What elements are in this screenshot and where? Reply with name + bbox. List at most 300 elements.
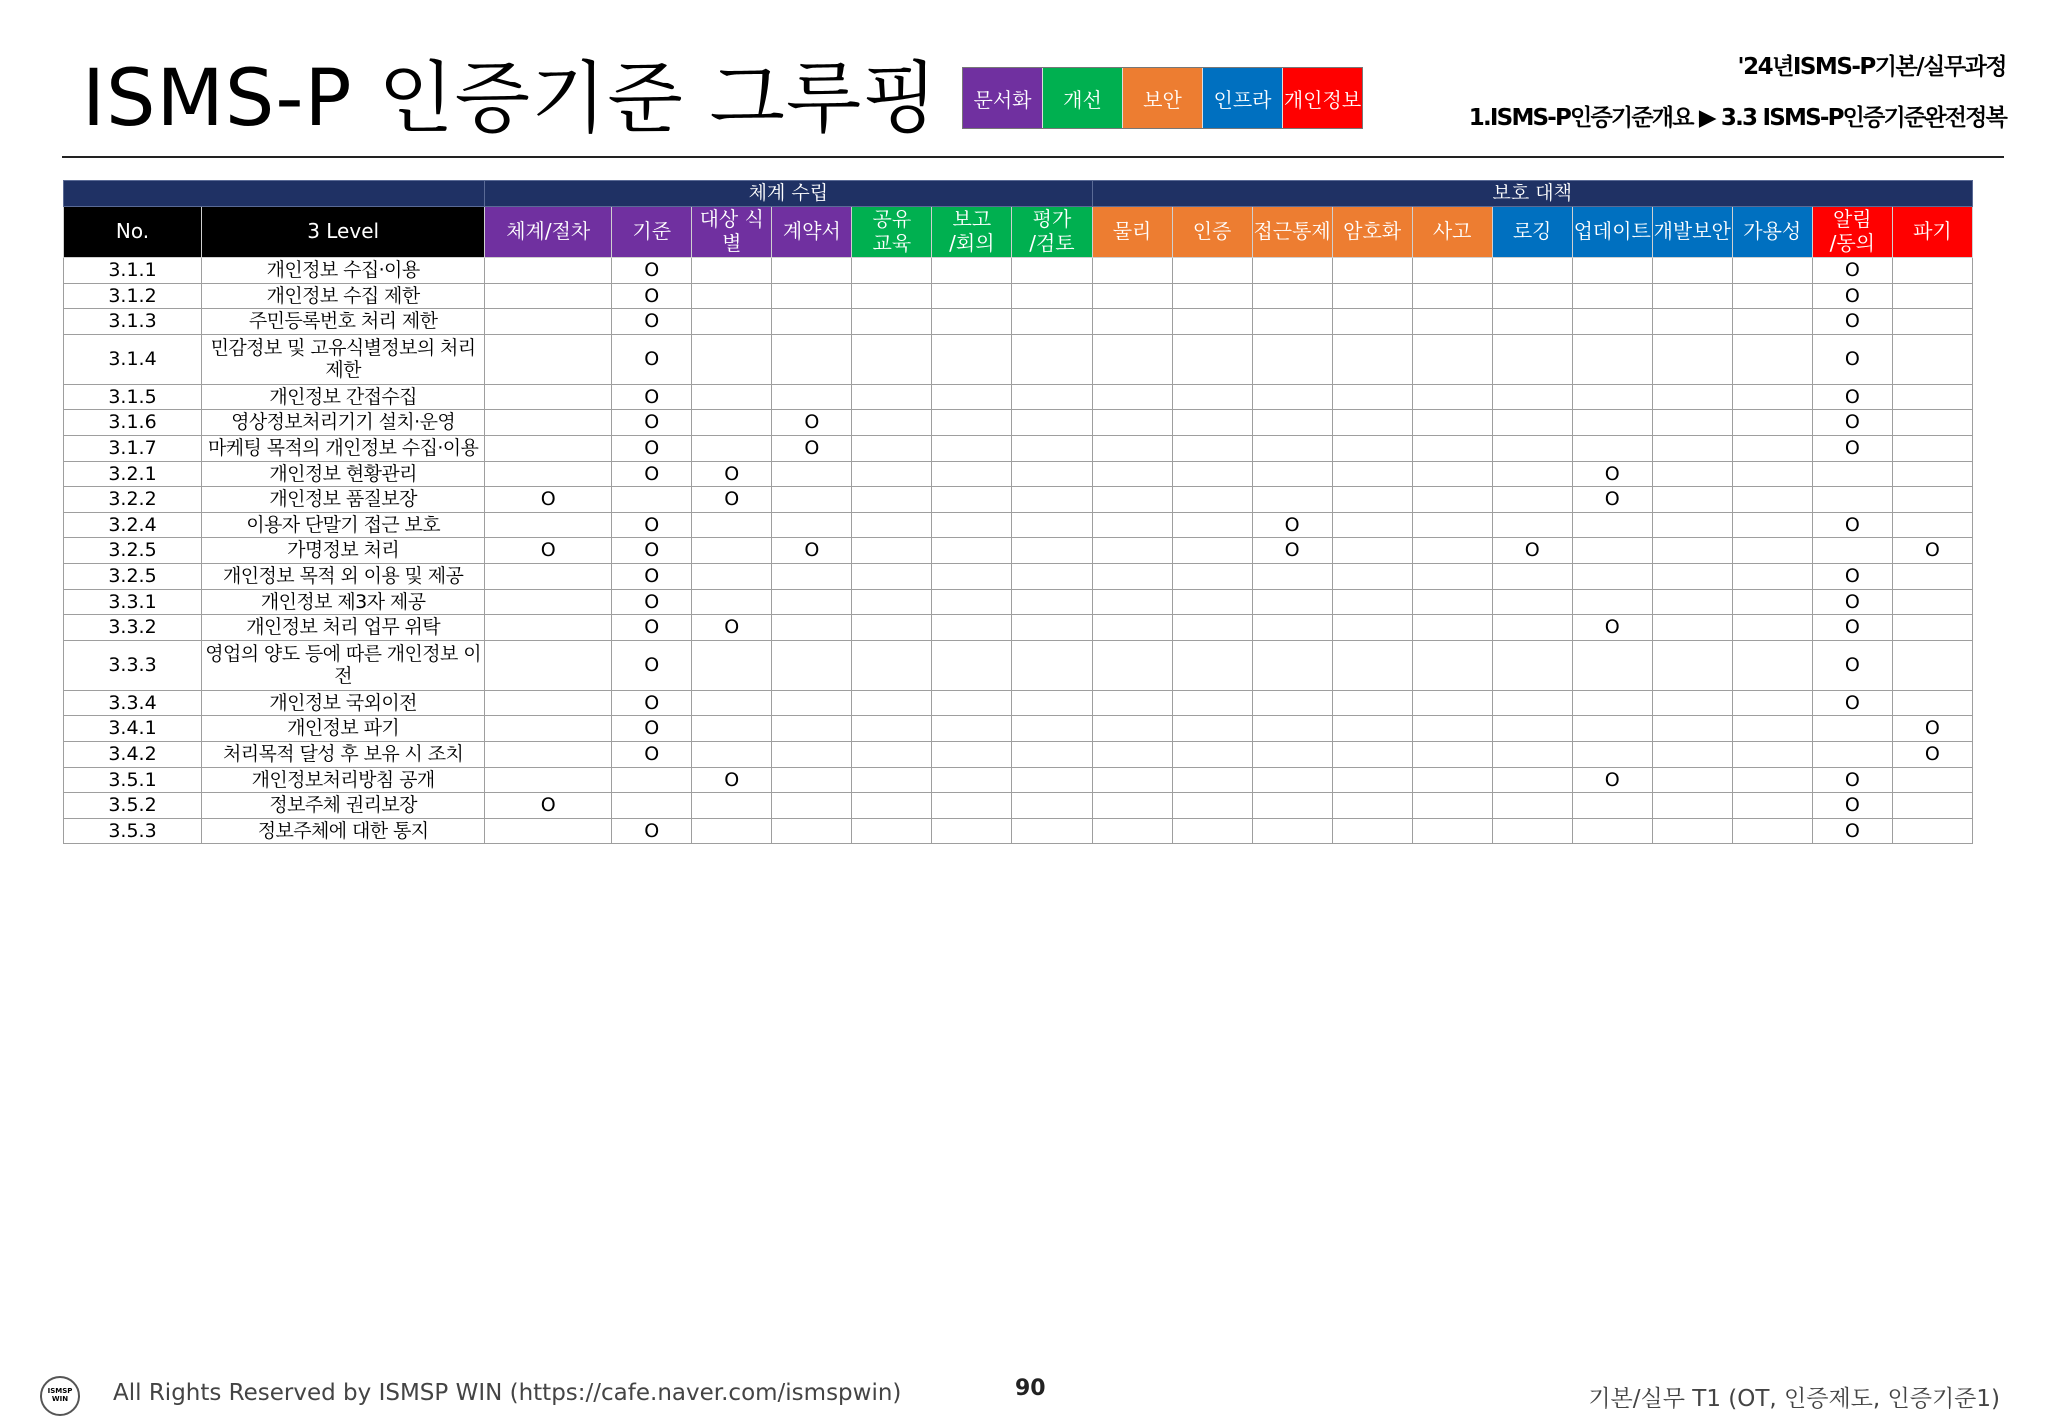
mark-cell bbox=[1652, 538, 1732, 564]
row-number: 3.2.5 bbox=[64, 538, 202, 564]
mark-cell bbox=[1012, 283, 1092, 309]
mark-cell bbox=[485, 640, 612, 690]
mark-cell bbox=[485, 818, 612, 844]
mark-cell bbox=[1172, 818, 1252, 844]
mark-cell bbox=[1492, 741, 1572, 767]
row-criterion-name: 처리목적 달성 후 보유 시 조치 bbox=[202, 741, 485, 767]
table-row bbox=[64, 640, 1973, 690]
mark-cell bbox=[1252, 818, 1332, 844]
table-row bbox=[64, 538, 1973, 564]
mark-cell bbox=[772, 512, 852, 538]
column-header: 계약서 bbox=[772, 207, 852, 258]
mark-cell bbox=[1412, 258, 1492, 284]
mark-cell: O bbox=[612, 640, 692, 690]
mark-cell bbox=[1252, 640, 1332, 690]
mark-cell bbox=[1332, 538, 1412, 564]
mark-cell bbox=[1252, 334, 1332, 384]
mark-cell bbox=[932, 690, 1012, 716]
mark-cell bbox=[772, 334, 852, 384]
mark-cell bbox=[772, 818, 852, 844]
mark-cell bbox=[1172, 283, 1252, 309]
column-header: 로깅 bbox=[1492, 207, 1572, 258]
mark-cell bbox=[1732, 818, 1812, 844]
mark-cell bbox=[1172, 716, 1252, 742]
mark-cell bbox=[692, 716, 772, 742]
mark-cell: O bbox=[612, 334, 692, 384]
mark-cell bbox=[1252, 563, 1332, 589]
mark-cell bbox=[932, 384, 1012, 410]
mark-cell: O bbox=[1572, 615, 1652, 641]
mark-cell bbox=[772, 309, 852, 335]
mark-cell bbox=[1572, 309, 1652, 335]
mark-cell bbox=[1412, 283, 1492, 309]
mark-cell bbox=[1012, 435, 1092, 461]
table-body bbox=[64, 258, 1973, 844]
mark-cell: O bbox=[485, 487, 612, 513]
mark-cell bbox=[852, 283, 932, 309]
certification-grouping-table bbox=[63, 180, 1973, 844]
row-criterion-name: 마케팅 목적의 개인정보 수집·이용 bbox=[202, 435, 485, 461]
mark-cell bbox=[1092, 741, 1172, 767]
category-legend bbox=[962, 67, 1363, 129]
mark-cell bbox=[1492, 818, 1572, 844]
mark-cell: O bbox=[1812, 283, 1892, 309]
mark-cell bbox=[692, 258, 772, 284]
mark-cell bbox=[1332, 309, 1412, 335]
mark-cell bbox=[1172, 690, 1252, 716]
mark-cell bbox=[1732, 384, 1812, 410]
mark-cell bbox=[932, 435, 1012, 461]
mark-cell bbox=[1412, 487, 1492, 513]
mark-cell bbox=[485, 283, 612, 309]
legend-item: 개인정보 bbox=[1283, 68, 1362, 128]
mark-cell bbox=[1332, 334, 1412, 384]
mark-cell bbox=[852, 435, 932, 461]
mark-cell bbox=[1412, 818, 1492, 844]
mark-cell bbox=[1412, 563, 1492, 589]
mark-cell: O bbox=[1812, 309, 1892, 335]
mark-cell bbox=[1252, 309, 1332, 335]
mark-cell bbox=[1172, 640, 1252, 690]
mark-cell bbox=[1092, 410, 1172, 436]
mark-cell bbox=[1332, 589, 1412, 615]
mark-cell: O bbox=[1812, 589, 1892, 615]
mark-cell bbox=[1092, 640, 1172, 690]
row-number: 3.3.2 bbox=[64, 615, 202, 641]
mark-cell bbox=[852, 309, 932, 335]
mark-cell bbox=[1172, 435, 1252, 461]
mark-cell bbox=[1412, 384, 1492, 410]
mark-cell bbox=[1732, 258, 1812, 284]
mark-cell bbox=[1172, 538, 1252, 564]
mark-cell bbox=[612, 487, 692, 513]
chapter-breadcrumb: 1.ISMS-P인증기준개요 ▶ 3.3 ISMS-P인증기준완전정복 bbox=[1468, 105, 2006, 131]
mark-cell bbox=[1412, 767, 1492, 793]
mark-cell bbox=[1892, 640, 1972, 690]
mark-cell bbox=[1492, 589, 1572, 615]
mark-cell bbox=[1652, 461, 1732, 487]
mark-cell bbox=[485, 563, 612, 589]
mark-cell bbox=[1492, 384, 1572, 410]
mark-cell bbox=[1092, 615, 1172, 641]
mark-cell bbox=[1332, 410, 1412, 436]
mark-cell bbox=[1892, 461, 1972, 487]
legend-item: 인프라 bbox=[1203, 68, 1283, 128]
mark-cell bbox=[772, 690, 852, 716]
mark-cell bbox=[1412, 741, 1492, 767]
mark-cell bbox=[1732, 309, 1812, 335]
mark-cell: O bbox=[772, 435, 852, 461]
mark-cell: O bbox=[1492, 538, 1572, 564]
column-header: 접근통제 bbox=[1252, 207, 1332, 258]
column-header-no: No. bbox=[64, 207, 202, 258]
mark-cell bbox=[1172, 334, 1252, 384]
mark-cell bbox=[1172, 741, 1252, 767]
mark-cell: O bbox=[612, 716, 692, 742]
course-title: '24년ISMS-P기본/실무과정 bbox=[1737, 54, 2006, 80]
row-criterion-name: 개인정보 수집·이용 bbox=[202, 258, 485, 284]
mark-cell bbox=[1252, 258, 1332, 284]
mark-cell bbox=[692, 334, 772, 384]
mark-cell bbox=[1332, 716, 1412, 742]
mark-cell bbox=[1812, 487, 1892, 513]
mark-cell bbox=[1412, 615, 1492, 641]
mark-cell bbox=[1172, 410, 1252, 436]
row-number: 3.3.1 bbox=[64, 589, 202, 615]
mark-cell bbox=[1012, 615, 1092, 641]
group-header-blank bbox=[64, 181, 485, 207]
row-number: 3.1.5 bbox=[64, 384, 202, 410]
mark-cell bbox=[1412, 410, 1492, 436]
mark-cell: O bbox=[612, 589, 692, 615]
mark-cell bbox=[772, 615, 852, 641]
mark-cell bbox=[852, 512, 932, 538]
mark-cell bbox=[1092, 793, 1172, 819]
mark-cell: O bbox=[612, 258, 692, 284]
table-row bbox=[64, 690, 1973, 716]
mark-cell bbox=[1332, 283, 1412, 309]
page-number: 90 bbox=[1015, 1376, 1046, 1401]
mark-cell bbox=[1252, 384, 1332, 410]
mark-cell bbox=[1892, 690, 1972, 716]
mark-cell bbox=[932, 512, 1012, 538]
row-criterion-name: 이용자 단말기 접근 보호 bbox=[202, 512, 485, 538]
mark-cell bbox=[1652, 309, 1732, 335]
copyright-notice: All Rights Reserved by ISMSP WIN (https://cafe.naver.com/ismspwin) bbox=[113, 1380, 902, 1406]
mark-cell bbox=[485, 690, 612, 716]
mark-cell bbox=[1252, 461, 1332, 487]
mark-cell: O bbox=[1812, 690, 1892, 716]
mark-cell bbox=[1572, 283, 1652, 309]
mark-cell bbox=[1732, 435, 1812, 461]
row-criterion-name: 개인정보 제3자 제공 bbox=[202, 589, 485, 615]
mark-cell bbox=[692, 410, 772, 436]
mark-cell bbox=[852, 334, 932, 384]
mark-cell bbox=[852, 487, 932, 513]
row-number: 3.1.1 bbox=[64, 258, 202, 284]
logo-text-bottom: WIN bbox=[51, 1395, 69, 1403]
mark-cell: O bbox=[1812, 767, 1892, 793]
column-header: 알림 /동의 bbox=[1812, 207, 1892, 258]
mark-cell bbox=[1732, 741, 1812, 767]
column-header: 가용성 bbox=[1732, 207, 1812, 258]
mark-cell: O bbox=[612, 615, 692, 641]
mark-cell bbox=[852, 258, 932, 284]
mark-cell bbox=[1412, 640, 1492, 690]
mark-cell bbox=[932, 589, 1012, 615]
mark-cell bbox=[932, 283, 1012, 309]
mark-cell bbox=[772, 487, 852, 513]
mark-cell bbox=[932, 793, 1012, 819]
row-criterion-name: 개인정보 품질보장 bbox=[202, 487, 485, 513]
mark-cell bbox=[1892, 435, 1972, 461]
page-title: ISMS-P 인증기준 그루핑 bbox=[82, 54, 939, 144]
mark-cell bbox=[932, 410, 1012, 436]
mark-cell bbox=[1812, 716, 1892, 742]
table-row bbox=[64, 818, 1973, 844]
mark-cell: O bbox=[612, 410, 692, 436]
mark-cell bbox=[1572, 818, 1652, 844]
mark-cell: O bbox=[692, 461, 772, 487]
mark-cell bbox=[1172, 461, 1252, 487]
mark-cell bbox=[1732, 283, 1812, 309]
row-criterion-name: 개인정보처리방침 공개 bbox=[202, 767, 485, 793]
mark-cell bbox=[1172, 793, 1252, 819]
mark-cell bbox=[1652, 258, 1732, 284]
mark-cell bbox=[1092, 309, 1172, 335]
mark-cell bbox=[932, 615, 1012, 641]
mark-cell bbox=[852, 716, 932, 742]
mark-cell bbox=[485, 615, 612, 641]
mark-cell bbox=[852, 538, 932, 564]
mark-cell bbox=[1172, 563, 1252, 589]
row-number: 3.4.2 bbox=[64, 741, 202, 767]
column-header: 대상 식별 bbox=[692, 207, 772, 258]
mark-cell bbox=[1812, 741, 1892, 767]
mark-cell bbox=[1812, 461, 1892, 487]
mark-cell bbox=[1492, 461, 1572, 487]
mark-cell bbox=[1412, 589, 1492, 615]
mark-cell bbox=[1332, 435, 1412, 461]
row-criterion-name: 개인정보 목적 외 이용 및 제공 bbox=[202, 563, 485, 589]
mark-cell bbox=[1572, 410, 1652, 436]
group-header-row bbox=[64, 181, 1973, 207]
mark-cell bbox=[932, 487, 1012, 513]
mark-cell bbox=[772, 716, 852, 742]
mark-cell bbox=[485, 589, 612, 615]
mark-cell bbox=[1012, 716, 1092, 742]
course-reference: 기본/실무 T1 (OT, 인증제도, 인증기준1) bbox=[1588, 1386, 2000, 1412]
mark-cell bbox=[1652, 767, 1732, 793]
mark-cell bbox=[932, 741, 1012, 767]
mark-cell bbox=[692, 690, 772, 716]
table-row bbox=[64, 258, 1973, 284]
mark-cell bbox=[1172, 767, 1252, 793]
mark-cell: O bbox=[1572, 461, 1652, 487]
mark-cell bbox=[852, 741, 932, 767]
row-number: 3.1.6 bbox=[64, 410, 202, 436]
mark-cell bbox=[692, 563, 772, 589]
mark-cell bbox=[1332, 741, 1412, 767]
mark-cell bbox=[1412, 435, 1492, 461]
table-row bbox=[64, 487, 1973, 513]
table-row bbox=[64, 563, 1973, 589]
table-row bbox=[64, 384, 1973, 410]
row-number: 3.1.2 bbox=[64, 283, 202, 309]
mark-cell bbox=[1332, 512, 1412, 538]
mark-cell: O bbox=[485, 793, 612, 819]
mark-cell bbox=[1492, 435, 1572, 461]
mark-cell bbox=[1892, 512, 1972, 538]
mark-cell bbox=[692, 818, 772, 844]
mark-cell: O bbox=[1572, 487, 1652, 513]
mark-cell bbox=[1492, 793, 1572, 819]
mark-cell bbox=[932, 334, 1012, 384]
mark-cell bbox=[1652, 283, 1732, 309]
mark-cell bbox=[1332, 818, 1412, 844]
mark-cell bbox=[1652, 384, 1732, 410]
mark-cell: O bbox=[612, 741, 692, 767]
mark-cell bbox=[772, 563, 852, 589]
mark-cell bbox=[692, 538, 772, 564]
mark-cell bbox=[1732, 589, 1812, 615]
mark-cell: O bbox=[1892, 538, 1972, 564]
table-row bbox=[64, 716, 1973, 742]
mark-cell bbox=[1092, 435, 1172, 461]
mark-cell bbox=[1572, 640, 1652, 690]
legend-item: 보안 bbox=[1123, 68, 1203, 128]
mark-cell bbox=[485, 410, 612, 436]
mark-cell bbox=[1252, 793, 1332, 819]
column-header: 개발보안 bbox=[1652, 207, 1732, 258]
mark-cell bbox=[1332, 384, 1412, 410]
mark-cell bbox=[772, 767, 852, 793]
mark-cell bbox=[852, 589, 932, 615]
mark-cell bbox=[1732, 487, 1812, 513]
mark-cell bbox=[1092, 334, 1172, 384]
mark-cell bbox=[1092, 512, 1172, 538]
mark-cell bbox=[1252, 615, 1332, 641]
mark-cell bbox=[852, 461, 932, 487]
mark-cell bbox=[1572, 716, 1652, 742]
mark-cell bbox=[1732, 410, 1812, 436]
mark-cell bbox=[1492, 283, 1572, 309]
mark-cell bbox=[1252, 410, 1332, 436]
mark-cell bbox=[485, 461, 612, 487]
mark-cell bbox=[1012, 741, 1092, 767]
mark-cell bbox=[1732, 716, 1812, 742]
mark-cell bbox=[1012, 309, 1092, 335]
mark-cell bbox=[1652, 716, 1732, 742]
mark-cell bbox=[1172, 487, 1252, 513]
row-number: 3.3.4 bbox=[64, 690, 202, 716]
row-number: 3.2.5 bbox=[64, 563, 202, 589]
mark-cell: O bbox=[1812, 334, 1892, 384]
mark-cell bbox=[1172, 309, 1252, 335]
mark-cell: O bbox=[485, 538, 612, 564]
mark-cell bbox=[1012, 512, 1092, 538]
mark-cell bbox=[1492, 640, 1572, 690]
row-number: 3.2.2 bbox=[64, 487, 202, 513]
mark-cell bbox=[1732, 461, 1812, 487]
mark-cell bbox=[1252, 283, 1332, 309]
mark-cell bbox=[1572, 690, 1652, 716]
mark-cell bbox=[852, 384, 932, 410]
mark-cell bbox=[1252, 716, 1332, 742]
mark-cell bbox=[1652, 487, 1732, 513]
mark-cell bbox=[1572, 793, 1652, 819]
mark-cell bbox=[852, 563, 932, 589]
row-number: 3.3.3 bbox=[64, 640, 202, 690]
mark-cell bbox=[1332, 793, 1412, 819]
mark-cell bbox=[852, 615, 932, 641]
table-row bbox=[64, 435, 1973, 461]
row-criterion-name: 정보주체 권리보장 bbox=[202, 793, 485, 819]
mark-cell bbox=[852, 690, 932, 716]
mark-cell bbox=[485, 384, 612, 410]
mark-cell bbox=[1092, 461, 1172, 487]
mark-cell bbox=[1252, 435, 1332, 461]
table-row bbox=[64, 283, 1973, 309]
row-criterion-name: 개인정보 처리 업무 위탁 bbox=[202, 615, 485, 641]
group-header: 보호 대책 bbox=[1092, 181, 1973, 207]
mark-cell bbox=[1252, 589, 1332, 615]
mark-cell: O bbox=[612, 461, 692, 487]
mark-cell bbox=[1492, 615, 1572, 641]
mark-cell bbox=[932, 461, 1012, 487]
table-row bbox=[64, 741, 1973, 767]
mark-cell bbox=[1012, 334, 1092, 384]
mark-cell bbox=[1012, 258, 1092, 284]
mark-cell: O bbox=[612, 435, 692, 461]
row-number: 3.1.7 bbox=[64, 435, 202, 461]
mark-cell: O bbox=[612, 283, 692, 309]
row-criterion-name: 가명정보 처리 bbox=[202, 538, 485, 564]
mark-cell bbox=[485, 512, 612, 538]
mark-cell bbox=[1092, 690, 1172, 716]
mark-cell bbox=[932, 640, 1012, 690]
mark-cell: O bbox=[612, 384, 692, 410]
mark-cell bbox=[1492, 487, 1572, 513]
mark-cell bbox=[932, 538, 1012, 564]
mark-cell bbox=[1332, 258, 1412, 284]
mark-cell bbox=[1732, 334, 1812, 384]
mark-cell bbox=[1892, 334, 1972, 384]
row-criterion-name: 개인정보 수집 제한 bbox=[202, 283, 485, 309]
mark-cell bbox=[1892, 258, 1972, 284]
mark-cell bbox=[485, 741, 612, 767]
mark-cell: O bbox=[612, 309, 692, 335]
mark-cell bbox=[1332, 640, 1412, 690]
mark-cell bbox=[1172, 512, 1252, 538]
mark-cell: O bbox=[612, 818, 692, 844]
mark-cell bbox=[1092, 767, 1172, 793]
mark-cell bbox=[692, 309, 772, 335]
mark-cell bbox=[1572, 589, 1652, 615]
mark-cell bbox=[692, 793, 772, 819]
mark-cell bbox=[485, 767, 612, 793]
mark-cell bbox=[1652, 615, 1732, 641]
mark-cell bbox=[1012, 563, 1092, 589]
mark-cell bbox=[1412, 793, 1492, 819]
mark-cell: O bbox=[1252, 512, 1332, 538]
mark-cell bbox=[1652, 435, 1732, 461]
mark-cell bbox=[1732, 563, 1812, 589]
column-header-row bbox=[64, 207, 1973, 258]
mark-cell bbox=[1652, 741, 1732, 767]
mark-cell bbox=[772, 640, 852, 690]
row-criterion-name: 영업의 양도 등에 따른 개인정보 이전 bbox=[202, 640, 485, 690]
